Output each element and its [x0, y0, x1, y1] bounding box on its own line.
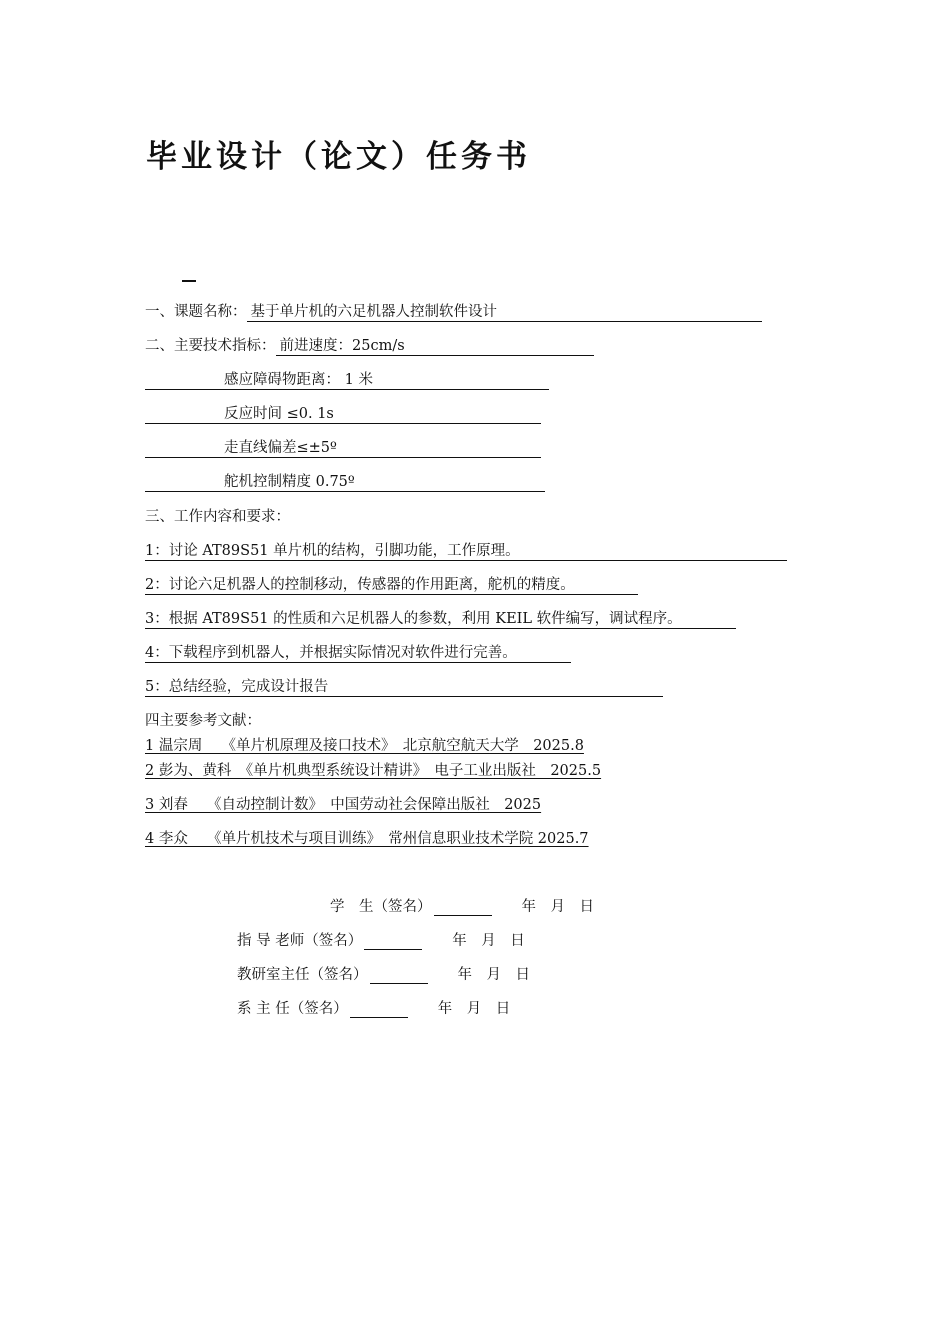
work-row-4: [145, 641, 571, 663]
spec-label: 二、主要技术指标：: [145, 338, 276, 354]
work-row-2: [145, 573, 638, 595]
spec-line-5: [145, 470, 545, 492]
work-item: 5：总结经验，完成设计报告: [145, 679, 329, 695]
topic-label: 一、课题名称：: [145, 304, 247, 320]
reference-item: 2 彭为、黄科 《单片机典型系统设计精讲》 电子工业出版社 2025.5: [145, 763, 602, 779]
spec-item: 感应障碍物距离： 1 米: [224, 372, 373, 388]
short-dash: [182, 280, 196, 282]
spec-line-1: [276, 334, 594, 356]
topic-row: [145, 300, 762, 322]
signature-dept-head: [237, 997, 510, 1018]
work-item: 2：讨论六足机器人的控制移动，传感器的作用距离，舵机的精度。: [145, 577, 575, 593]
spec-line-4: [145, 436, 541, 458]
references-label: 四主要参考文献：: [145, 713, 261, 729]
spec-row-5: [145, 470, 545, 492]
signature-date: 年 月 日: [521, 899, 594, 915]
work-line-1: [145, 539, 787, 561]
spec-row-3: [145, 402, 541, 424]
spec-item: 反应时间 ≤0. 1s: [224, 406, 334, 422]
signature-blank: [370, 967, 428, 984]
work-item: 4：下载程序到机器人，并根据实际情况对软件进行完善。: [145, 645, 517, 661]
topic-value: 基于单片机的六足机器人控制软件设计: [250, 304, 497, 320]
work-row-3: [145, 607, 736, 629]
spec-line-3: [145, 402, 541, 424]
spec-item: 走直线偏差≤±5º: [224, 440, 337, 456]
reference-item: 1 温宗周 《单片机原理及接口技术》 北京航空航天大学 2025.8: [145, 738, 584, 754]
spec-item: 前进速度：25cm/s: [279, 338, 405, 354]
signature-blank: [364, 933, 422, 950]
signature-role: 系 主 任（签名）: [237, 1001, 348, 1017]
work-line-3: [145, 607, 736, 629]
work-line-5: [145, 675, 663, 697]
signature-section-head: [237, 963, 530, 984]
page-title: 毕业设计（论文）任务书: [146, 139, 531, 175]
signature-date: 年 月 日: [452, 933, 525, 949]
signature-role: 学 生（签名）: [330, 899, 432, 915]
signature-role: 指 导 老师（签名）: [237, 933, 363, 949]
spec-line-2: [145, 368, 549, 390]
work-item: 1：讨论 AT89S51 单片机的结构，引脚功能，工作原理。: [145, 543, 520, 559]
work-line-2: [145, 573, 638, 595]
topic-value-line: [247, 300, 762, 322]
signature-blank: [350, 1001, 408, 1018]
work-row-1: [145, 539, 787, 561]
work-line-4: [145, 641, 571, 663]
signature-student: [330, 895, 594, 916]
work-label: 三、工作内容和要求：: [145, 509, 290, 525]
work-item: 3：根据 AT89S51 的性质和六足机器人的参数，利用 KEIL 软件编写，调试程序。: [145, 611, 682, 627]
reference-item: 3 刘春 《自动控制计数》 中国劳动社会保障出版社 2025: [145, 797, 542, 813]
spec-item: 舵机控制精度 0.75º: [224, 474, 355, 490]
spec-row-4: [145, 436, 541, 458]
signature-role: 教研室主任（签名）: [237, 967, 368, 983]
spec-row-1: [145, 334, 594, 356]
signature-date: 年 月 日: [457, 967, 530, 983]
spec-row-2: [145, 368, 549, 390]
signature-advisor: [237, 929, 525, 950]
signature-blank: [434, 899, 492, 916]
signature-date: 年 月 日: [437, 1001, 511, 1017]
work-row-5: [145, 675, 663, 697]
reference-item: 4 李众 《单片机技术与项目训练》 常州信息职业技术学院 2025.7: [145, 831, 589, 847]
